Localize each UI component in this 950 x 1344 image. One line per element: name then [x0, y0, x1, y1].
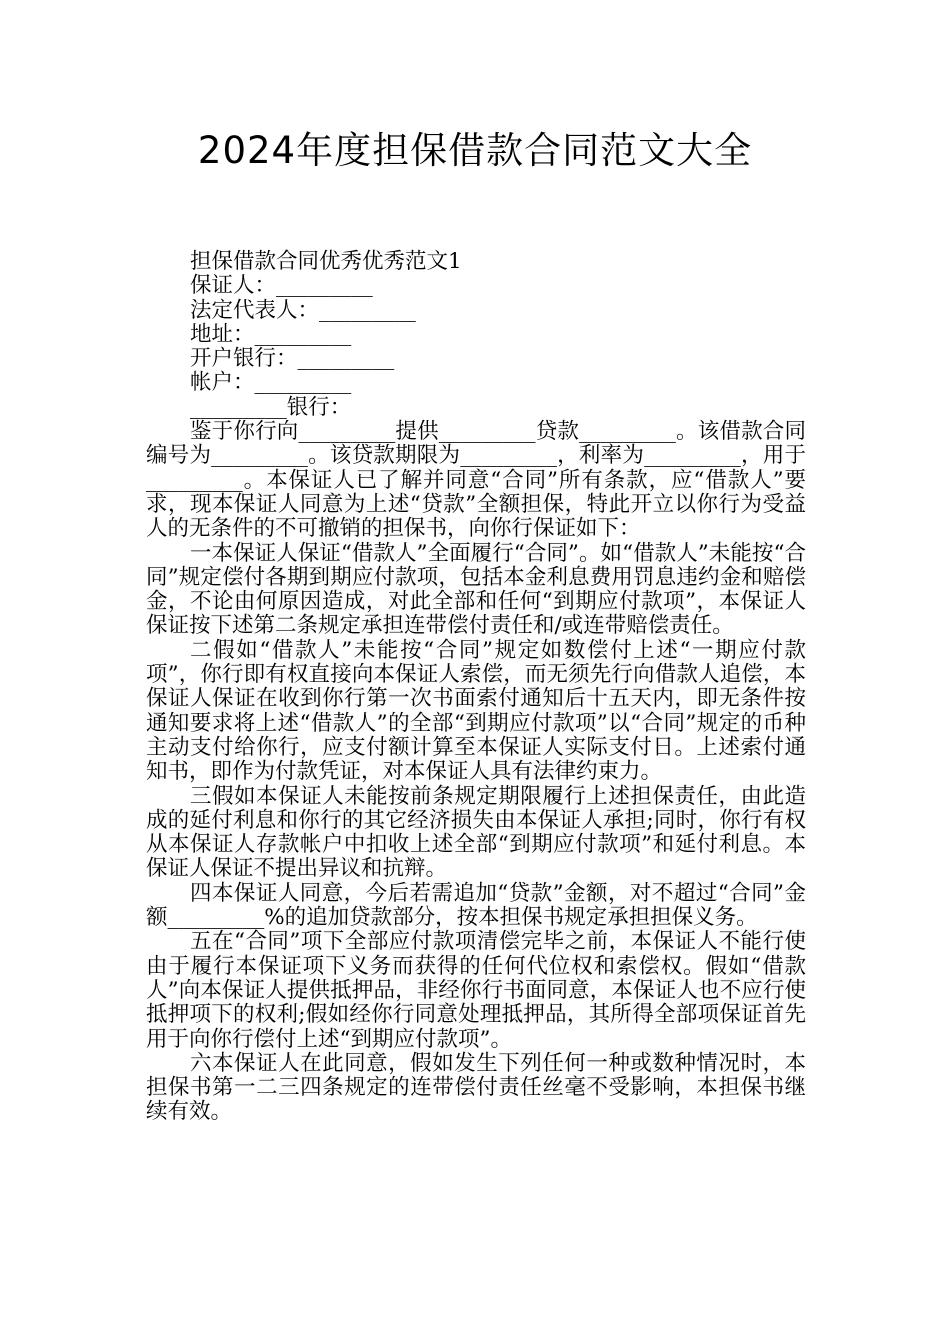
paragraph-clause-5: 五在“合同”项下全部应付款项清偿完毕之前，本保证人不能行使由于履行本保证项下义务而获得的任何代位权和索偿权。假如“借款人”向本保证人提供抵押品，非经你行书面同意，本保证人也不应行使抵押项下的权利;假如经你行同意处理抵押品，其所得全部项保证首先用于向你行偿付上述“到期应付款项”。: [146, 929, 806, 1052]
document-title: 2024年度担保借款合同范文大全: [197, 129, 753, 172]
paragraph-clause-3: 三假如本保证人未能按前条规定期限履行上述担保责任，由此造成的延付利息和你行的其它经济损失由本保证人承担;同时，你行有权从本保证人存款帐户中扣收上述全部“到期应付款项”和延付利息。本保证人保证不提出异议和抗辩。: [146, 783, 806, 882]
paragraph-preamble: 鉴于你行向_________提供_________贷款_________。该借款合同编号为_________。该贷款期限为_________，利率为_________，用于_________。本保证人已了解并同意“合同”所有条款，应“借款人”要求，现本保证人同意为上述“贷款”全额担保，特此开立以你行为受益人的无条件的不可撤销的担保书，向你行保证如下：: [146, 419, 806, 542]
field-bank: 开户银行：_________: [190, 346, 395, 372]
paragraph-clause-1: 一本保证人保证“借款人”全面履行“合同”。如“借款人”未能按“合同”规定偿付各期到期应付款项，包括本金利息费用罚息违约金和赔偿金，不论由何原因造成，对此全部和任何“到期应付款项”，本保证人保证按下述第二条规定承担连带偿付责任和/或连带赔偿责任。: [146, 540, 806, 639]
field-guarantor: 保证人：_________: [190, 273, 373, 299]
section-heading: 担保借款合同优秀优秀范文1: [190, 249, 462, 274]
field-recipient-bank: _________银行：: [190, 394, 352, 420]
paragraph-clause-4: 四本保证人同意，今后若需追加“贷款”金额，对不超过“合同”金额_________%的追加贷款部分，按本担保书规定承担担保义务。: [146, 880, 806, 931]
field-address: 地址：_________: [190, 321, 352, 347]
field-legal-representative: 法定代表人：_________: [190, 297, 416, 323]
paragraph-clause-2: 二假如“借款人”未能按“合同”规定如数偿付上述“一期应付款项”，你行即有权直接向本保证人索偿，而无须先行向借款人追偿，本保证人保证在收到你行第一次书面索付通知后十五天内，即无条件按通知要求将上述“借款人”的全部“到期应付款项”以“合同”规定的币种主动支付给你行，应支付额计算至本保证人实际支付日。上述索付通知书，即作为付款凭证，对本保证人具有法律约束力。: [146, 637, 806, 785]
paragraph-clause-6: 六本保证人在此同意，假如发生下列任何一种或数种情况时，本担保书第一二三四条规定的连带偿付责任丝毫不受影响，本担保书继续有效。: [146, 1050, 806, 1125]
field-account: 帐户：_________: [190, 370, 352, 396]
document-body: [146, 250, 806, 1125]
